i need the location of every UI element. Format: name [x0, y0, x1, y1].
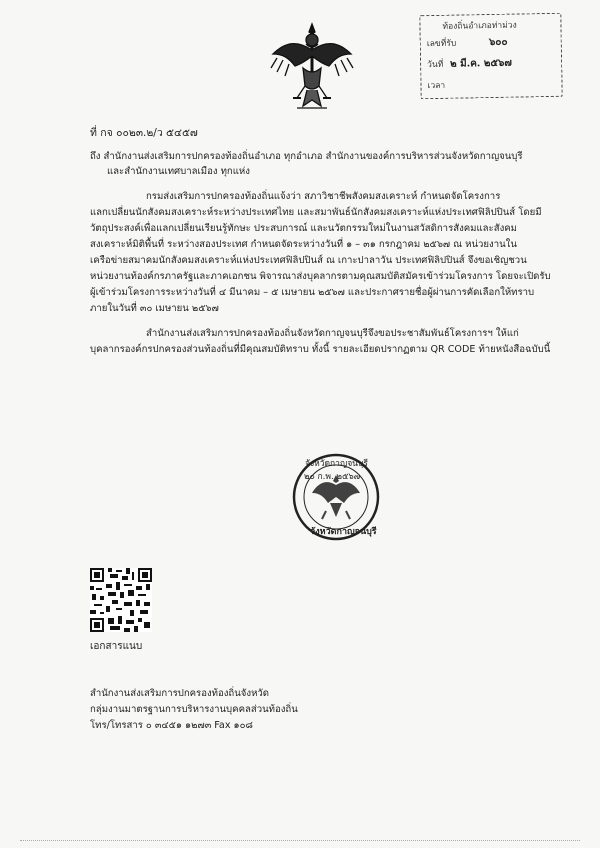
- qr-code-icon[interactable]: [90, 568, 152, 632]
- stamp-date-value: ๒ มี.ค. ๒๕๖๗: [449, 57, 512, 70]
- garuda-emblem-icon: [267, 20, 357, 115]
- body-para1-line: กรมส่งเสริมการปกครองท้องถิ่นแจ้งว่า สภาวิชาชีพสังคมสงเคราะห์ กำหนดจัดโครงการ: [146, 191, 501, 202]
- addressee-line-2: และสำนักงานเทศบาลเมือง ทุกแห่ง: [107, 166, 250, 177]
- attachment-label: เอกสารแนบ: [90, 641, 143, 652]
- stamp-number-label: เลขที่รับ: [426, 38, 457, 50]
- bottom-divider: [20, 840, 580, 841]
- seal-date-text: ๒๐ ก.พ. ๒๕๖๗: [304, 472, 361, 482]
- body-para1-line: สงเคราะห์มิติพื้นที่ ระหว่างสองประเทศ กำหนดจัดระหว่างวันที่ ๑ – ๓๑ กรกฎาคม ๒๕๖๗ ณ หน่วยงานใน: [90, 239, 517, 250]
- body-para1-line: วัตถุประสงค์เพื่อแลกเปลี่ยนเรียนรู้ทักษะ ประสบการณ์ และนวัตกรรมใหม่ในงานสวัสดิการสังคมและสังคม: [90, 223, 517, 234]
- stamp-date-label: วันที่: [427, 59, 444, 71]
- body-para1-line: เครือข่ายสมาคมนักสังคมสงเคราะห์แห่งประเทศฟิลิปปินส์ ณ เกาะปาลาวัน ประเทศฟิลิปปินส์ จึงขอเชิญชวน: [90, 255, 527, 266]
- reference-number: ที่ กจ ๐๐๒๓.๒/ว ๕๔๕๗: [90, 127, 198, 139]
- body-para2-line: สำนักงานส่งเสริมการปกครองท้องถิ่นจังหวัดกาญจนบุรีจึงขอประชาสัมพันธ์โครงการฯ ให้แก่: [146, 328, 519, 339]
- body-para1-line: ผู้เข้าร่วมโครงการระหว่างวันที่ ๔ มีนาคม – ๕ เมษายน ๒๕๖๗ และประกาศรายชื่อผู้ผ่านการคัดเลือกให้ทราบ: [90, 287, 535, 298]
- seal-bottom-text: จังหวัดกาญจนบุรี: [310, 527, 377, 537]
- body-para1-line: หน่วยงานท้องค์กรภาครัฐและภาคเอกชน พิจารณาส่งบุคลากรตามคุณสมบัติสมัครเข้าร่วมโครงการ โดยจะเปิดรับ: [90, 271, 551, 282]
- stamp-time-label: เวลา: [427, 80, 446, 92]
- receiving-stamp: [419, 13, 562, 99]
- stamp-office: ท้องถิ่นอำเภอท่าม่วง: [442, 20, 517, 32]
- footer-office: สำนักงานส่งเสริมการปกครองท้องถิ่นจังหวัด: [90, 688, 270, 699]
- footer-division: กลุ่มงานมาตรฐานการบริหารงานบุคคลส่วนท้องถิ่น: [90, 704, 298, 715]
- body-para1-line: ภายในวันที่ ๓๐ เมษายน ๒๕๖๗: [90, 303, 219, 314]
- stamp-number-value: ๖๐๐: [488, 36, 508, 49]
- body-para2-line: บุคลากรองค์กรปกครองส่วนท้องถิ่นที่มีคุณสมบัติทราบ ทั้งนี้ รายละเอียดปรากฏตาม QR CODE ท้ายหนังสือฉบับนี้: [90, 344, 551, 355]
- body-para1-line: แลกเปลี่ยนนักสังคมสงเคราะห์ระหว่างประเทศไทย และสมาพันธ์นักสังคมสงเคราะห์แห่งประเทศฟิลิปปินส์ โดยมี: [90, 207, 542, 218]
- seal-top-text: จังหวัดกาญจนบุรี: [305, 459, 368, 469]
- footer-phone: โทร/โทรสาร ๐ ๓๔๕๑ ๑๒๗๓ Fax ๑๐๘: [90, 720, 253, 731]
- addressee-line-1: ถึง สำนักงานส่งเสริมการปกครองท้องถิ่นอำเภอ ทุกอำเภอ สำนักงานของค์การบริหารส่วนจังหวัดกาญจนบุรี: [90, 151, 523, 162]
